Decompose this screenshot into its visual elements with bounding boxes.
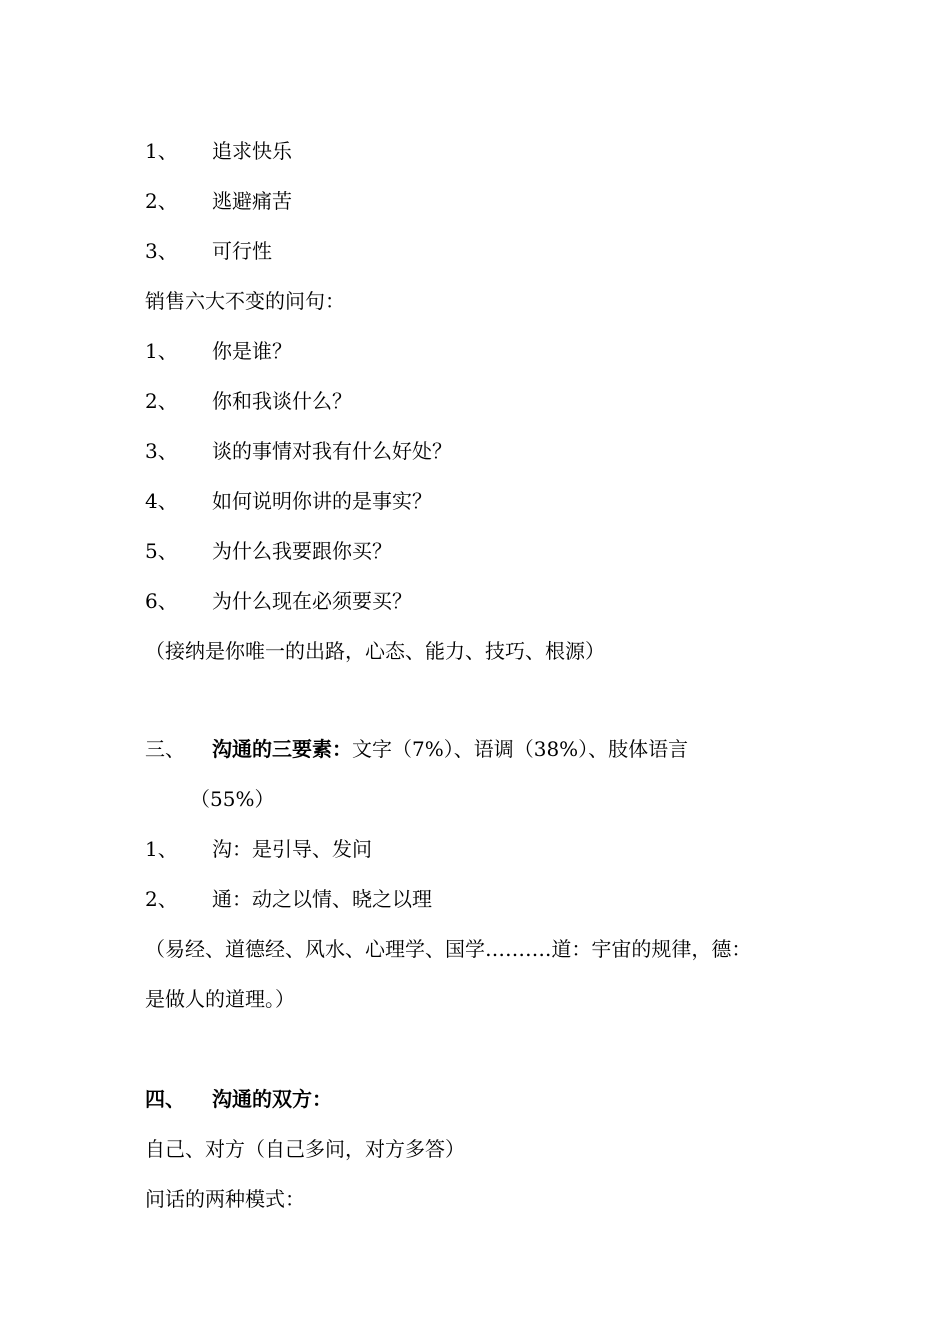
item-text: 沟：是引导、发问 [212,837,372,861]
item-text: 为什么我要跟你买？ [212,539,392,563]
note-classics-continuation: 是做人的道理。） [145,987,295,1011]
item-number: 6、 [145,589,178,613]
item-number: 4、 [145,489,178,513]
item-text: 为什么现在必须要买？ [212,589,412,613]
section-number: 三、 [145,737,185,761]
item-text: 逃避痛苦 [212,189,292,213]
note-classics: （易经、道德经、风水、心理学、国学……….道：宇宙的规律，德： [145,937,752,961]
item-number: 2、 [145,189,178,213]
item-text: 你是谁？ [212,339,292,363]
item-number: 1、 [145,139,178,163]
item-number: 3、 [145,439,178,463]
item-text: 如何说明你讲的是事实？ [212,489,432,513]
section-three-elements: 文字（7%）、语调（38%）、肢体语言 [352,737,689,761]
item-number: 2、 [145,887,178,911]
section-title: 沟通的三要素： [212,737,352,761]
section-number: 四、 [145,1087,185,1111]
section-title-line [212,736,688,762]
item-number: 3、 [145,239,178,263]
item-number: 1、 [145,339,178,363]
item-text: 可行性 [212,239,272,263]
item-text: 追求快乐 [212,139,292,163]
paragraph-self-other: 自己、对方（自己多问，对方多答） [145,1137,465,1161]
item-number: 1、 [145,837,178,861]
questions-heading: 销售六大不变的问句： [145,289,345,313]
paragraph-question-modes: 问话的两种模式： [145,1187,305,1211]
section-title: 沟通的双方： [212,1087,332,1111]
section-three-continuation: （55%） [190,787,275,811]
item-text: 谈的事情对我有什么好处？ [212,439,452,463]
item-text: 通：动之以情、晓之以理 [212,887,432,911]
item-text: 你和我谈什么？ [212,389,352,413]
note-accept: （接纳是你唯一的出路，心态、能力、技巧、根源） [145,639,605,663]
item-number: 5、 [145,539,178,563]
item-number: 2、 [145,389,178,413]
